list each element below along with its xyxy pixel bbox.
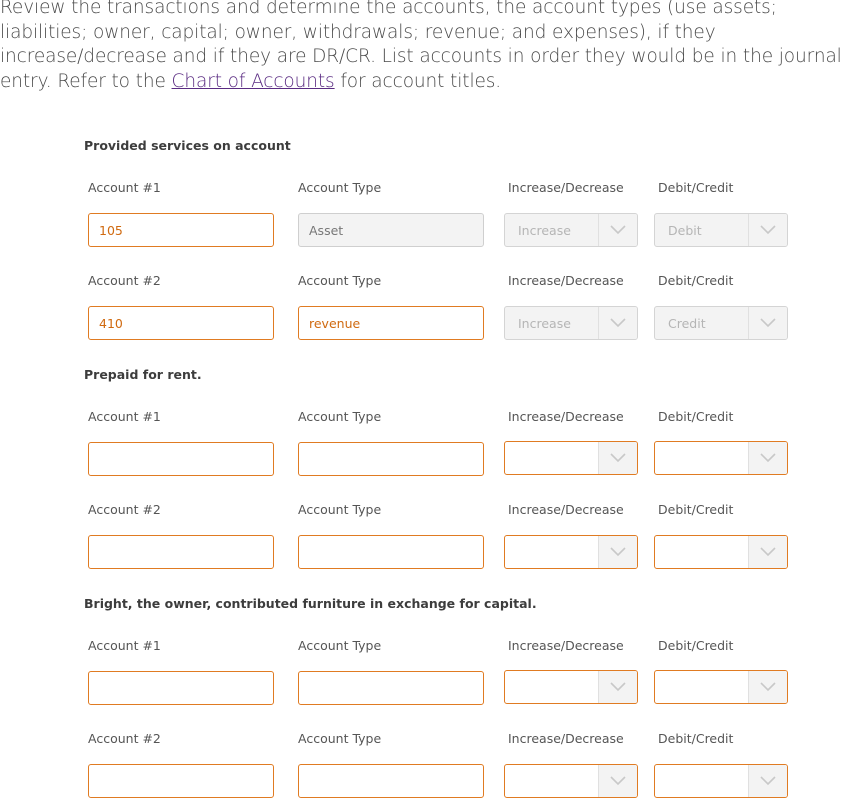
t3-account-2-input[interactable] xyxy=(88,764,274,798)
t1-account-1-inc-dec-select xyxy=(504,213,638,247)
account-2-label: Account #2 xyxy=(88,731,161,746)
t1-account-2-input[interactable] xyxy=(88,306,274,340)
chart-of-accounts-link[interactable]: Chart of Accounts xyxy=(171,70,335,92)
t3-account-1-inc-dec-select[interactable] xyxy=(504,670,638,704)
chevron-down-icon[interactable] xyxy=(748,765,787,797)
account-type-label: Account Type xyxy=(298,273,382,288)
account-type-label: Account Type xyxy=(298,409,382,424)
t1-account-2-type-input[interactable] xyxy=(298,306,484,340)
select-value: Credit xyxy=(668,316,706,331)
t1-account-1-dr-cr-select xyxy=(654,213,788,247)
increase-decrease-label: Increase/Decrease xyxy=(508,409,624,424)
account-1-label: Account #1 xyxy=(88,409,161,424)
debit-credit-label: Debit/Credit xyxy=(658,180,734,195)
t1-account-2-dr-cr-select xyxy=(654,306,788,340)
t3-account-2-type-input[interactable] xyxy=(298,764,484,798)
transaction-2-title: Prepaid for rent. xyxy=(84,367,202,382)
account-1-label: Account #1 xyxy=(88,638,161,653)
instructions-text xyxy=(0,0,852,94)
account-type-label: Account Type xyxy=(298,638,382,653)
debit-credit-label: Debit/Credit xyxy=(658,409,734,424)
account-2-label: Account #2 xyxy=(88,502,161,517)
account-1-label: Account #1 xyxy=(88,180,161,195)
t3-account-2-inc-dec-select[interactable] xyxy=(504,764,638,798)
debit-credit-label: Debit/Credit xyxy=(658,731,734,746)
t2-account-1-type-input[interactable] xyxy=(298,442,484,476)
t3-account-1-input[interactable] xyxy=(88,671,274,705)
t3-account-2-dr-cr-select[interactable] xyxy=(654,764,788,798)
t2-account-2-inc-dec-select[interactable] xyxy=(504,535,638,569)
chevron-down-icon[interactable] xyxy=(598,671,637,703)
t1-account-2-inc-dec-select xyxy=(504,306,638,340)
t2-account-2-input[interactable] xyxy=(88,535,274,569)
debit-credit-label: Debit/Credit xyxy=(658,502,734,517)
debit-credit-label: Debit/Credit xyxy=(658,638,734,653)
chevron-down-icon[interactable] xyxy=(598,442,637,474)
chevron-down-icon xyxy=(598,307,637,339)
t3-account-1-dr-cr-select[interactable] xyxy=(654,670,788,704)
t1-account-1-input[interactable] xyxy=(88,213,274,247)
select-value: Debit xyxy=(668,223,702,238)
account-type-label: Account Type xyxy=(298,180,382,195)
t2-account-1-input[interactable] xyxy=(88,442,274,476)
account-type-label: Account Type xyxy=(298,502,382,517)
t3-account-1-type-input[interactable] xyxy=(298,671,484,705)
transaction-3-title: Bright, the owner, contributed furniture in exchange for capital. xyxy=(84,596,537,611)
chevron-down-icon[interactable] xyxy=(748,671,787,703)
increase-decrease-label: Increase/Decrease xyxy=(508,502,624,517)
chevron-down-icon[interactable] xyxy=(598,536,637,568)
debit-credit-label: Debit/Credit xyxy=(658,273,734,288)
increase-decrease-label: Increase/Decrease xyxy=(508,731,624,746)
account-type-label: Account Type xyxy=(298,731,382,746)
chevron-down-icon[interactable] xyxy=(748,442,787,474)
chevron-down-icon xyxy=(748,307,787,339)
chevron-down-icon xyxy=(598,214,637,246)
chevron-down-icon xyxy=(748,214,787,246)
account-2-label: Account #2 xyxy=(88,273,161,288)
t2-account-1-dr-cr-select[interactable] xyxy=(654,441,788,475)
transaction-1-title: Provided services on account xyxy=(84,138,291,153)
t2-account-2-type-input[interactable] xyxy=(298,535,484,569)
increase-decrease-label: Increase/Decrease xyxy=(508,638,624,653)
chevron-down-icon[interactable] xyxy=(598,765,637,797)
increase-decrease-label: Increase/Decrease xyxy=(508,273,624,288)
t2-account-1-inc-dec-select[interactable] xyxy=(504,441,638,475)
chevron-down-icon[interactable] xyxy=(748,536,787,568)
select-value: Increase xyxy=(518,223,571,238)
t2-account-2-dr-cr-select[interactable] xyxy=(654,535,788,569)
select-value: Increase xyxy=(518,316,571,331)
instructions-part-2: for account titles. xyxy=(334,70,502,92)
increase-decrease-label: Increase/Decrease xyxy=(508,180,624,195)
instructions-part-1: Review the transactions and determine the accounts, the account types (use assets; liabilities; owner, capital; owner, withdrawals; revenue; and expenses), if they increase/decrease and if they are DR/CR. List accounts in order they would be in the journal entry. Refer to the xyxy=(0,0,842,92)
t1-account-1-type-input xyxy=(298,213,484,247)
